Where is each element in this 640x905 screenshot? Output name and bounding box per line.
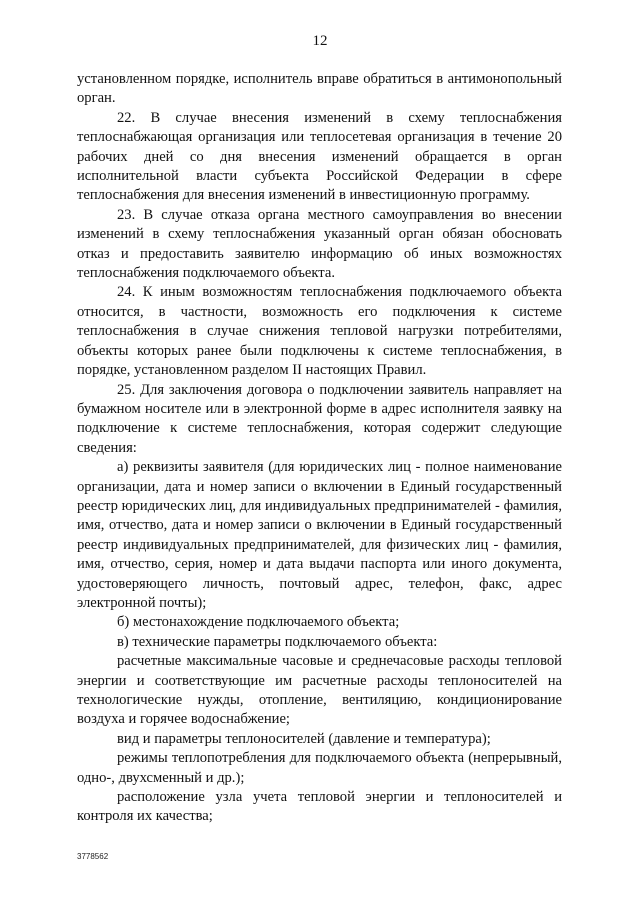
paragraph-22: 22. В случае внесения изменений в схему теплоснабжения теплоснабжающая организация или теплосетевая организация в течение 20 рабочих дней со дня внесения изменений обращается в орган исполнительной власти субъекта Российской Федерации в сфере теплоснабжения для внесения изменений в инвестиционную программу. bbox=[77, 109, 562, 204]
paragraph-23: 23. В случае отказа органа местного самоуправления во внесении изменений в схему теплоснабжения указанный орган обязан обосновать отказ и предоставить заявителю информацию об иных возможностях теплоснабжения подключаемого объекта. bbox=[77, 206, 562, 282]
paragraph-continuation: установленном порядке, исполнитель вправе обратиться в антимонопольный орган. bbox=[77, 71, 562, 107]
page-number: 12 bbox=[312, 33, 328, 49]
paragraph-24: 24. К иным возможностям теплоснабжения подключаемого объекта относится, в частности, возможность его подключения к системе теплоснабжения в случае снижения тепловой нагрузки потребителями, объекты которых ранее были подключены к системе теплоснабжения, в порядке, установленном разделом II настоящих Правил. bbox=[77, 284, 562, 379]
document-code: 3778562 bbox=[77, 852, 109, 861]
paragraph-consumption-modes: режимы теплопотребления для подключаемого объекта (непрерывный, одно-, двухсменный и др.); bbox=[77, 750, 562, 786]
paragraph-25-v: в) технические параметры подключаемого объекта: bbox=[117, 633, 438, 650]
paragraph-25-b: б) местонахождение подключаемого объекта; bbox=[117, 614, 400, 631]
paragraph-25: 25. Для заключения договора о подключении заявитель направляет на бумажном носителе или в электронной форме в адрес исполнителя заявку на подключение к системе теплоснабжения, которая содержит следующие сведения: bbox=[77, 381, 562, 456]
paragraph-25-a: а) реквизиты заявителя (для юридических лиц - полное наименование организации, дата и номер записи о включении в Единый государственный реестр юридических лиц, для индивидуальных предпринимателей - фамилия, имя, отчество, дата и номер записи о включении в Единый государственный реестр индивидуальных предпринимателей, для физических лиц - фамилия, имя, отчество, серия, номер и дата выдачи паспорта или иного документа, удостоверяющего личность, почтовый адрес, телефон, факс, адрес электронной почты); bbox=[77, 459, 562, 611]
paragraph-heat-consumption: расчетные максимальные часовые и среднечасовые расходы тепловой энергии и соответствующие им расчетные расходы теплоносителей на технологические нужды, отопление, вентиляцию, кондиционирование воздуха и горячее водоснабжение; bbox=[77, 653, 562, 728]
document-body bbox=[77, 70, 562, 827]
paragraph-metering-location: расположение узла учета тепловой энергии и теплоносителей и контроля их качества; bbox=[77, 789, 562, 825]
paragraph-coolant-parameters: вид и параметры теплоносителей (давление и температура); bbox=[117, 730, 491, 747]
